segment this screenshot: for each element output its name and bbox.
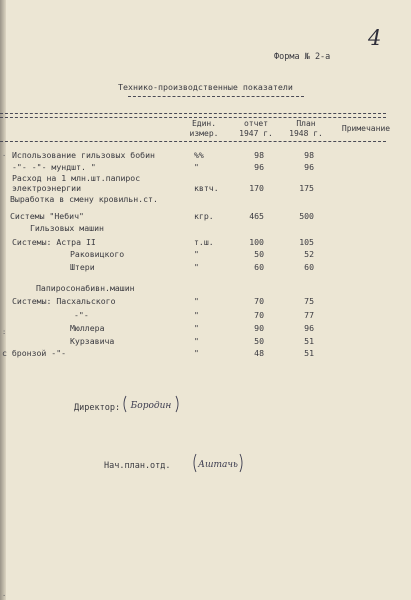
row-label: с бронзой -"- bbox=[2, 348, 67, 358]
row-unit: " bbox=[194, 348, 199, 358]
document-title: Технико-производственные показатели bbox=[118, 82, 293, 92]
form-label: Форма № 2-а bbox=[274, 52, 331, 62]
row-label: Использование гильзовых бобин bbox=[12, 150, 155, 160]
margin-mark: . bbox=[2, 150, 7, 158]
row-plan-1948: 75 bbox=[304, 296, 314, 306]
row-actual-1947: 50 bbox=[254, 249, 264, 259]
row-label: Системы: Пасхальского bbox=[12, 296, 116, 306]
row-plan-1948: 52 bbox=[304, 249, 314, 259]
row-label: Штери bbox=[70, 262, 95, 272]
header-note: Примечание bbox=[341, 124, 391, 133]
row-plan-1948: 96 bbox=[304, 323, 314, 333]
row-unit: т.ш. bbox=[194, 237, 214, 247]
row-actual-1947: 465 bbox=[249, 211, 264, 221]
plan-head-label: Нач.план.отд. bbox=[104, 461, 171, 471]
row-actual-1947: 98 bbox=[254, 150, 264, 160]
svg-text:Бородин: Бородин bbox=[130, 401, 172, 411]
row-plan-1948: 98 bbox=[304, 150, 314, 160]
row-plan-1948: 96 bbox=[304, 162, 314, 172]
row-unit: " bbox=[194, 323, 199, 333]
row-label: -"- bbox=[74, 310, 89, 320]
row-plan-1948: 51 bbox=[304, 348, 314, 358]
page-edge-shadow bbox=[0, 0, 6, 600]
row-unit: " bbox=[194, 310, 199, 320]
row-label: Расход на 1 млн.шт.папирос bbox=[12, 173, 141, 183]
page-number: 4 bbox=[368, 26, 382, 50]
margin-mark: : bbox=[2, 328, 7, 336]
row-unit: " bbox=[194, 336, 199, 346]
header-unit: Един. измер. bbox=[189, 119, 219, 138]
row-unit: %% bbox=[194, 150, 204, 160]
director-label: Директор: bbox=[74, 403, 121, 413]
row-label: Курзавича bbox=[70, 336, 115, 346]
row-actual-1947: 70 bbox=[254, 310, 264, 320]
row-label: Системы "Небич" bbox=[10, 211, 84, 221]
row-unit: " bbox=[194, 296, 199, 306]
row-plan-1948: 77 bbox=[304, 310, 314, 320]
row-actual-1947: 100 bbox=[249, 237, 264, 247]
header-actual-1947: отчет 1947 г. bbox=[239, 119, 273, 138]
row-actual-1947: 96 bbox=[254, 162, 264, 172]
row-label: электроэнергии bbox=[12, 183, 82, 193]
svg-text:Аштачь: Аштачь bbox=[198, 460, 238, 470]
header-plan-1948: План 1948 г. bbox=[289, 119, 323, 138]
row-actual-1947: 90 bbox=[254, 323, 264, 333]
row-plan-1948: 51 bbox=[304, 336, 314, 346]
row-unit: кгр. bbox=[194, 211, 214, 221]
row-label: Гильзовых машин bbox=[30, 223, 104, 233]
row-unit: " bbox=[194, 262, 199, 272]
row-label: Системы: Астра II bbox=[12, 237, 96, 247]
row-actual-1947: 48 bbox=[254, 348, 264, 358]
row-plan-1948: 175 bbox=[299, 183, 314, 193]
row-label: -"- -"- мундшт. " bbox=[12, 162, 96, 172]
row-actual-1947: 50 bbox=[254, 336, 264, 346]
row-unit: " bbox=[194, 162, 199, 172]
row-label: Мюллера bbox=[70, 323, 105, 333]
table-top-rule-2 bbox=[0, 117, 386, 118]
row-plan-1948: 105 bbox=[299, 237, 314, 247]
row-label: Выработка в смену кровильн.ст. bbox=[10, 194, 158, 204]
plan-head-signature bbox=[192, 451, 244, 475]
row-label: Папиросонабивн.машин bbox=[36, 283, 135, 293]
header-bottom-rule bbox=[0, 141, 386, 142]
director-signature bbox=[122, 392, 180, 416]
table-top-rule bbox=[0, 113, 386, 114]
row-label: Раковицкого bbox=[70, 249, 125, 259]
margin-mark: . bbox=[2, 590, 7, 598]
row-actual-1947: 60 bbox=[254, 262, 264, 272]
row-unit: " bbox=[194, 249, 199, 259]
row-plan-1948: 60 bbox=[304, 262, 314, 272]
row-actual-1947: 170 bbox=[249, 183, 264, 193]
row-actual-1947: 70 bbox=[254, 296, 264, 306]
row-plan-1948: 500 bbox=[299, 211, 314, 221]
row-unit: квтч. bbox=[194, 183, 219, 193]
title-underline bbox=[128, 96, 304, 97]
